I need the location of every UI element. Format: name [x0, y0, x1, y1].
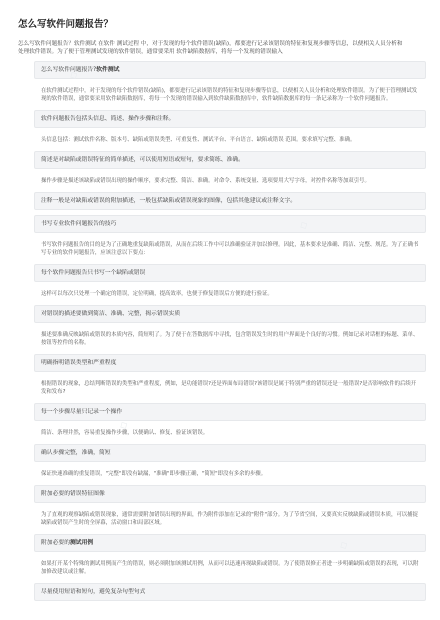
section-heading: [41, 310, 419, 318]
section-heading-text: 软件问题报告包括头信息、简述、操作步骤和注释。: [41, 115, 175, 122]
section-paragraph: 书写软件问题报告的目的是为了正确地重复缺陷或错误，从而在后续工作中可以准确验证并加以修理。因此，基本要求是准确、简洁、完整、规范。为了正确书写专业的软件问题报告，应该注意以下要点：: [41, 241, 419, 256]
section-block: [34, 151, 426, 169]
section-paragraph: 保证快速准确的重复错误，"完整"即没有缺漏，"准确"即步骤正确，"简短"即没有多余的步骤。: [41, 470, 267, 477]
section-heading-text: 附加必要的错误特征图像: [41, 490, 105, 497]
section-heading-text: 明确指明错误类型和严重程度: [41, 359, 117, 366]
section-heading-text: 简述是对缺陷或错误特征的简单描述，可以使用短语或短句，要求简练、准确。: [41, 156, 244, 163]
section-heading-text: 尽量使用短语和短句，避免复杂句型句式: [41, 588, 146, 595]
section-heading: [41, 449, 419, 457]
watermark: ◇: [117, 418, 130, 433]
section-heading-bold: 测试用例: [70, 539, 94, 546]
section-block: [34, 174, 426, 188]
section-block: [34, 61, 426, 79]
watermark: ◇: [337, 538, 350, 553]
section-block: [34, 426, 426, 440]
section-block: [34, 264, 426, 282]
section-paragraph: 在软件测试过程中，对于发现的每个软件错误(缺陷)，都要进行记录该错误的特征和复现步骤等信息，以便相关人员分析和处理软件错误。为了便于管理测试发现的软件错误，通常要采用软件缺陷数据库，将每一个发现的错误输入到软件缺陷数据库中，软件缺陷数据库的每一条记录称为一个软件问题报告。: [41, 87, 418, 102]
section-heading: [41, 490, 419, 498]
section-heading: [41, 115, 419, 123]
section-block: [34, 192, 426, 210]
section-paragraph: 头信息包括：测试软件名称、版本号、缺陷或错误类型、可重复性、测试平台、平台语言、缺陷或错误 范围。要求填写完整、准确。: [41, 136, 356, 143]
watermark: ◇: [67, 68, 80, 83]
section-heading-text: 注释一般是对缺陷或错误的附加描述，一般包括缺陷或错误现象的图像，包括其他建议或注释文字。: [41, 197, 297, 204]
section-heading-text: 对错误的描述要做到简洁、准确、完整，揭示错误实质: [41, 310, 181, 317]
section-paragraph: 操作步骤是描述该缺陷或错误出现的操作顺序，要求完整、简洁、准确。对命令、系统变量、选项要用大写字母，对控件名称等加双引号。: [41, 177, 370, 184]
section-block: [34, 377, 426, 399]
document-body: [14, 61, 426, 601]
section-heading: [41, 588, 419, 596]
section-block: [34, 328, 426, 350]
section-heading-text: 每个软件问题报告只书写一个缺陷或错误: [41, 269, 146, 276]
section-heading: [41, 539, 419, 547]
intro-paragraph: 怎么写软件问题报告？软件测试 在软件 测试过程 中，对于发现的每个软件错误(缺陷)，都要进行记录该错误的特征和复现步骤等信息，以便相关人员分析和处理软件错误。为了便于管理测试发现的软件错误，通常要采用 软件缺陷数据库，将每一个发现的错误输入: [18, 41, 403, 56]
section-block: [34, 467, 426, 481]
section-block: [34, 534, 426, 552]
section-heading: [41, 359, 419, 367]
section-block: [34, 444, 426, 462]
section-block: [34, 354, 426, 372]
section-paragraph: 描述要准确反映缺陷或错误的本质内容，简短明了。为了便于在答数据库中寻找，包含错误发生时的用户界面是个良好的习惯。例如记录对话框的标题、菜单、按钮等控件的名称。: [41, 331, 419, 346]
section-paragraph: 这样可以每次只处理一个确定的错误，定位明确，提高效率，也便于修复错误后方便的进行验证。: [41, 290, 273, 297]
watermark: ◇: [297, 218, 310, 233]
document-title: 怎么写软件问题报告？: [18, 19, 114, 30]
section-heading: [41, 66, 419, 74]
section-block: [34, 508, 426, 530]
section-heading-text: 书写专业软件问题报告的技巧: [41, 220, 117, 227]
section-paragraph: 根据错误的现象，总结判断错误的类型和严重程度，例如，是功能错误?还是界面布局错误?该错误是属于特别严重的错误还是一般错误?是否影响软件的后续开发和发布?: [41, 380, 417, 395]
section-paragraph: 简洁、条理井然，容易重复操作步骤，以便确认、修复、验证该错误。: [41, 429, 209, 436]
section-heading-text: 每一个步骤尽量只记录一个操作: [41, 408, 123, 415]
section-paragraph: 为了直观的观察缺陷或错误现象，通常需要附加错误出现的界面，作为附件添加在记录的"附件"部分。为了节省空间，又要真实反映缺陷或错误本质，可以捕捉缺陷或错误产生时的全屏幕，活动窗口和局部区域。: [41, 511, 418, 526]
section-block: [34, 238, 426, 260]
section-block: [34, 133, 426, 147]
section-heading: [41, 156, 419, 164]
section-heading: [41, 197, 419, 205]
section-block: [34, 485, 426, 503]
section-block: [34, 110, 426, 128]
section-block: [34, 84, 426, 106]
section-heading-text: 怎么写软件问题报告?: [41, 66, 97, 73]
section-paragraph: 如果打开某个特殊的测试用例而产生的错误，则必须附加该测试用例，从而可以迅速再现缺陷或错误。为了使错误修正者进一步明确缺陷或错误的表现，可以附加修改建议或注解。: [41, 560, 419, 575]
section-block: [34, 305, 426, 323]
section-heading-text: 附加必要的: [41, 539, 70, 546]
section-heading: [41, 408, 419, 416]
section-block: [34, 287, 426, 301]
section-heading-bold: 软件测试: [96, 66, 120, 73]
section-block: [34, 583, 426, 601]
section-block: [34, 215, 426, 233]
section-heading: [41, 269, 419, 277]
section-block: [34, 557, 426, 579]
section-heading: [41, 220, 419, 228]
section-block: [34, 403, 426, 421]
section-heading-text: 确认步骤完整，准确，简短: [41, 449, 111, 456]
